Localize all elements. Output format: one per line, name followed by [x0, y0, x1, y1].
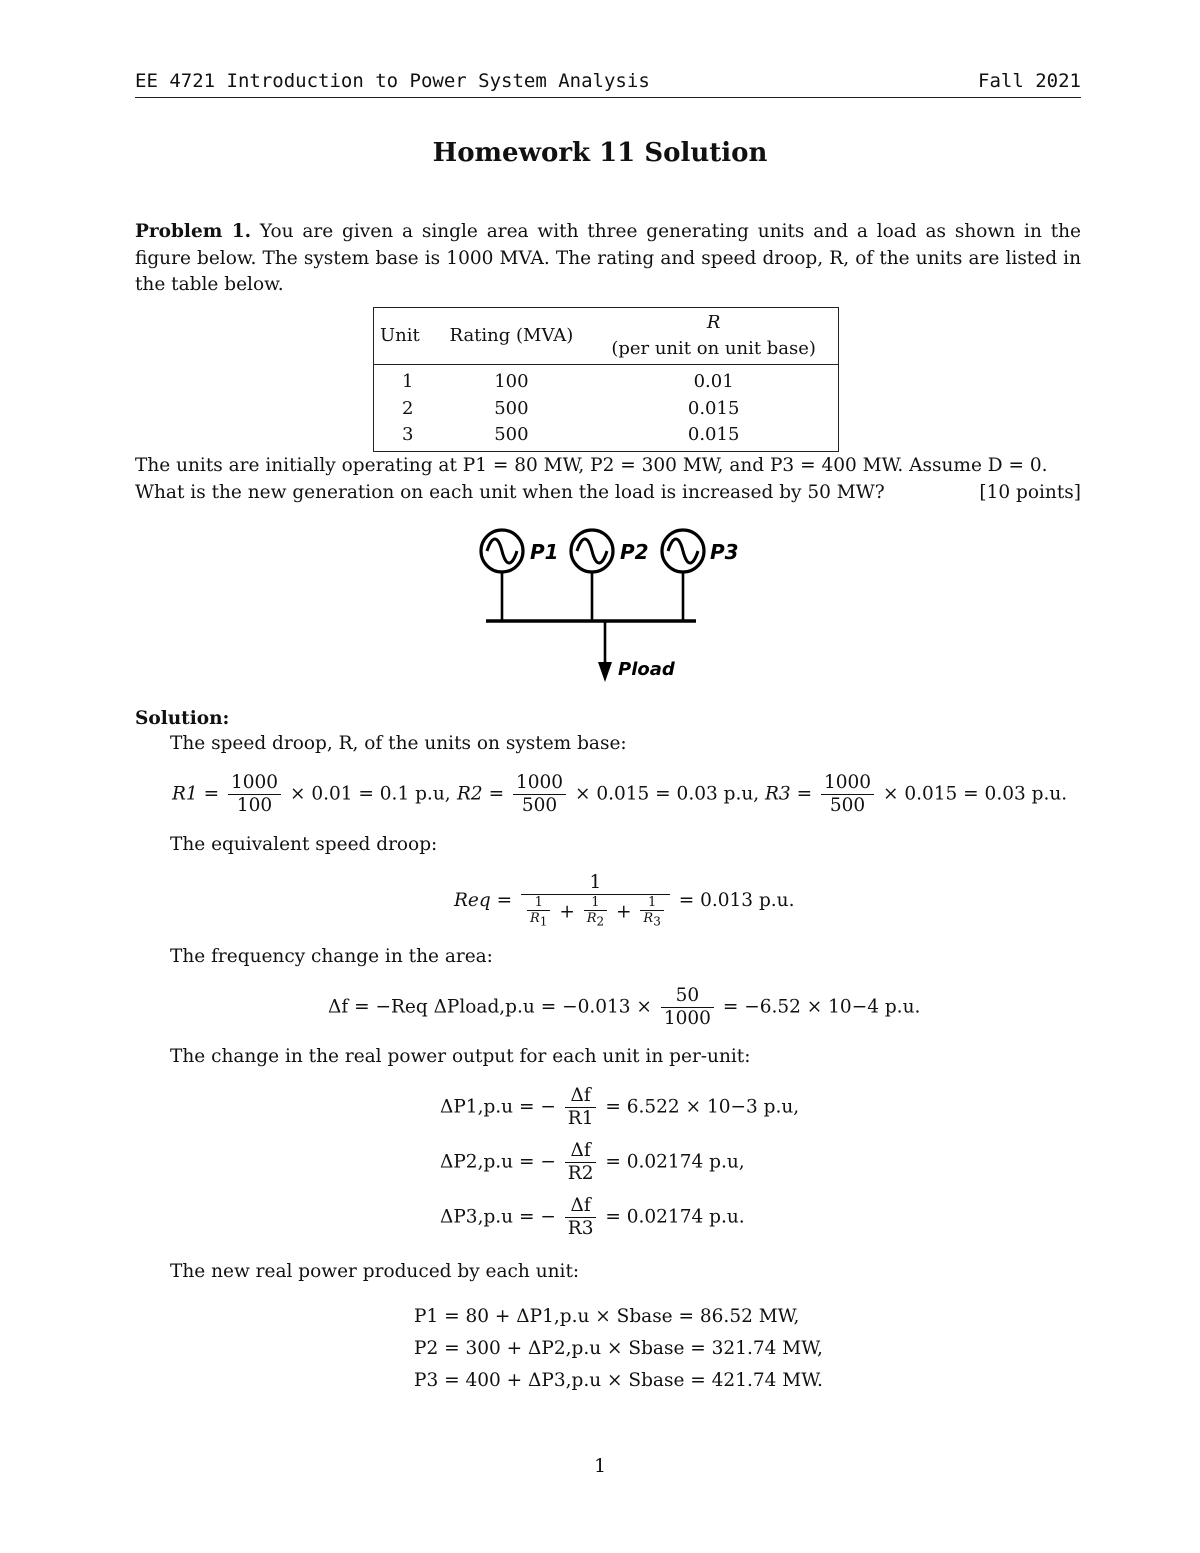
label-p3: P3 — [710, 540, 739, 564]
units-table — [373, 307, 839, 452]
fraction — [513, 772, 566, 817]
frac-num: 1000 — [821, 772, 874, 795]
frac-num: Δf — [565, 1195, 597, 1218]
frac-den: R1 — [567, 1108, 594, 1129]
frac-num: 1 — [527, 895, 550, 911]
frac-num: 1 — [584, 895, 607, 911]
frac-den: 500 — [829, 795, 866, 816]
equation-r2: R2 = $\frac{1000}{500}$ × 0.015 = 0.03 p.u, — [457, 772, 760, 816]
frac-den: $R_1$ — [530, 911, 548, 929]
header-unit: Unit — [374, 308, 434, 365]
eq-lhs: ΔP2,p.u — [440, 1151, 514, 1173]
page-number: 1 — [593, 1455, 607, 1477]
page-title: Homework 11 Solution — [432, 138, 768, 168]
solution-step-2: The equivalent speed droop: — [170, 834, 438, 855]
cell-unit: 3 — [402, 424, 414, 445]
frac-den: $R_2$ — [586, 911, 605, 929]
frac-den: 1000 — [663, 1008, 711, 1029]
eq-lhs: R3 — [765, 783, 791, 805]
frac-num: 1 — [521, 872, 670, 895]
solution-label: Solution: — [135, 708, 230, 729]
one-line-diagram — [470, 522, 750, 687]
equation-p3: P3 = 400 + ΔP3,p.u × Sbase = 421.74 MW. — [414, 1370, 823, 1391]
generator-1 — [481, 530, 523, 621]
fraction — [565, 1085, 597, 1130]
cell-unit: 2 — [402, 397, 414, 419]
eq-rhs: = 6.522 × 10−3 p.u, — [605, 1096, 800, 1118]
cell-rating: 500 — [494, 424, 529, 445]
cell-rating: 100 — [494, 371, 529, 392]
load-arrow — [598, 621, 612, 682]
equation-dp1: ΔP1,p.u = − $\frac{\Delta f}{R1}$ = 6.522 × 10−3 p.u, — [440, 1085, 800, 1129]
solution-step-4: The change in the real power output for each unit in per-unit: — [170, 1046, 751, 1067]
cell-droop: 0.015 — [687, 424, 740, 445]
header-droop-symbol: R — [706, 312, 721, 333]
equation-r1: R1 = $\frac{1000}{100}$ × 0.01 = 0.1 p.u, — [172, 772, 451, 816]
course-title: EE 4721 Introduction to Power System Analysis — [135, 70, 650, 92]
equation-req: Req = 1 $\frac{1}{R_1}$ + $\frac{1}{R_2}$ + $\frac{1}{R_3}$ = 0.013 p.u. — [454, 872, 795, 929]
cell-rating: 500 — [494, 397, 529, 419]
solution-step-3: The frequency change in the area: — [170, 946, 493, 967]
problem-statement — [135, 219, 1081, 299]
frac-den: R2 — [567, 1163, 594, 1184]
eq-rhs: × 0.015 = 0.03 p.u. — [882, 783, 1068, 805]
solution-step-5: The new real power produced by each unit: — [170, 1261, 580, 1282]
table-row — [374, 396, 839, 423]
equation-dp3: ΔP3,p.u = − $\frac{\Delta f}{R3}$ = 0.02174 p.u. — [440, 1195, 745, 1239]
header-rule — [135, 97, 1081, 98]
header-droop-unit: (per unit on unit base) — [611, 338, 816, 359]
frac-num: 50 — [661, 985, 714, 1008]
fraction — [640, 895, 663, 930]
solution-heading — [135, 706, 1081, 733]
problem-text: You are given a single area with three generating units and a load as shown in the figure below. The system base is 1000 MVA. The rating and speed droop, R, of the units are listed in the table below. — [135, 221, 1081, 295]
eq-lhs: R2 — [457, 783, 483, 805]
term-label: Fall 2021 — [978, 70, 1081, 92]
eq-rhs: = −6.52 × 10−4 p.u. — [722, 996, 921, 1018]
equation-p1: P1 = 80 + ΔP1,p.u × Sbase = 86.52 MW, — [414, 1306, 800, 1327]
problem-question: What is the new generation on each unit when the load is increased by 50 MW? — [135, 482, 885, 503]
header-droop — [589, 308, 838, 365]
table-header-row — [374, 308, 839, 365]
frac-den: $R_3$ — [643, 911, 661, 929]
frac-num: 1000 — [513, 772, 566, 795]
fraction — [527, 895, 550, 930]
equation-r3: R3 = $\frac{1000}{500}$ × 0.015 = 0.03 p.u. — [765, 772, 1068, 816]
points-label: [10 points] — [979, 482, 1081, 503]
fraction — [565, 1195, 597, 1240]
fraction — [661, 985, 714, 1030]
frac-den: 100 — [236, 795, 273, 816]
generator-3 — [662, 530, 704, 621]
frac-den: R3 — [567, 1218, 594, 1239]
eq-lhs: Req — [454, 889, 491, 911]
equation-dp2: ΔP2,p.u = − $\frac{\Delta f}{R2}$ = 0.02174 p.u, — [440, 1140, 745, 1184]
eq-lhs: ΔP3,p.u — [440, 1206, 514, 1228]
fraction — [821, 772, 874, 817]
frac-den: 500 — [521, 795, 558, 816]
cell-droop: 0.01 — [693, 371, 734, 392]
label-p2: P2 — [620, 540, 649, 564]
frac-num: Δf — [565, 1085, 597, 1108]
cell-droop: 0.015 — [687, 397, 740, 419]
eq-lhs: ΔP1,p.u — [440, 1096, 514, 1118]
frac-num: 1000 — [228, 772, 281, 795]
fraction — [565, 1140, 597, 1185]
label-p1: P1 — [530, 540, 559, 564]
cell-unit: 1 — [402, 371, 414, 392]
table-row — [374, 422, 839, 451]
generator-2 — [571, 530, 613, 621]
equation-delta-f — [328, 985, 920, 1030]
frac-den: $\frac{1}{R_1}$ + $\frac{1}{R_2}$ + $\frac{1}{R_3}$ — [521, 895, 670, 930]
eq-lhs: R1 — [172, 783, 198, 805]
frac-num: Δf — [565, 1140, 597, 1163]
eq-rhs: × 0.01 = 0.1 p.u, — [289, 783, 451, 805]
fraction — [584, 895, 607, 930]
fraction — [228, 772, 281, 817]
equation-p2: P2 = 300 + ΔP2,p.u × Sbase = 321.74 MW, — [414, 1338, 823, 1359]
eq-rhs: × 0.015 = 0.03 p.u, — [574, 783, 760, 805]
problem-label: Problem 1. — [135, 221, 252, 242]
eq-rhs: = 0.02174 p.u. — [605, 1206, 745, 1228]
solution-step-1: The speed droop, R, of the units on system base: — [170, 733, 627, 754]
eq-rhs: = 0.02174 p.u, — [605, 1151, 745, 1173]
eq-rhs: = 0.013 p.u. — [678, 889, 795, 911]
problem-conditions: The units are initially operating at P1 = 80 MW, P2 = 300 MW, and P3 = 400 MW. Assume D = 0. — [135, 455, 1048, 476]
frac-num: 1 — [640, 895, 663, 911]
fraction — [521, 872, 670, 930]
label-load: Pload — [618, 659, 675, 680]
eq-lhs: Δf = −Req ΔPload,p.u = −0.013 × — [328, 996, 652, 1018]
header-rating: Rating (MVA) — [433, 308, 589, 365]
table-row — [374, 365, 839, 396]
